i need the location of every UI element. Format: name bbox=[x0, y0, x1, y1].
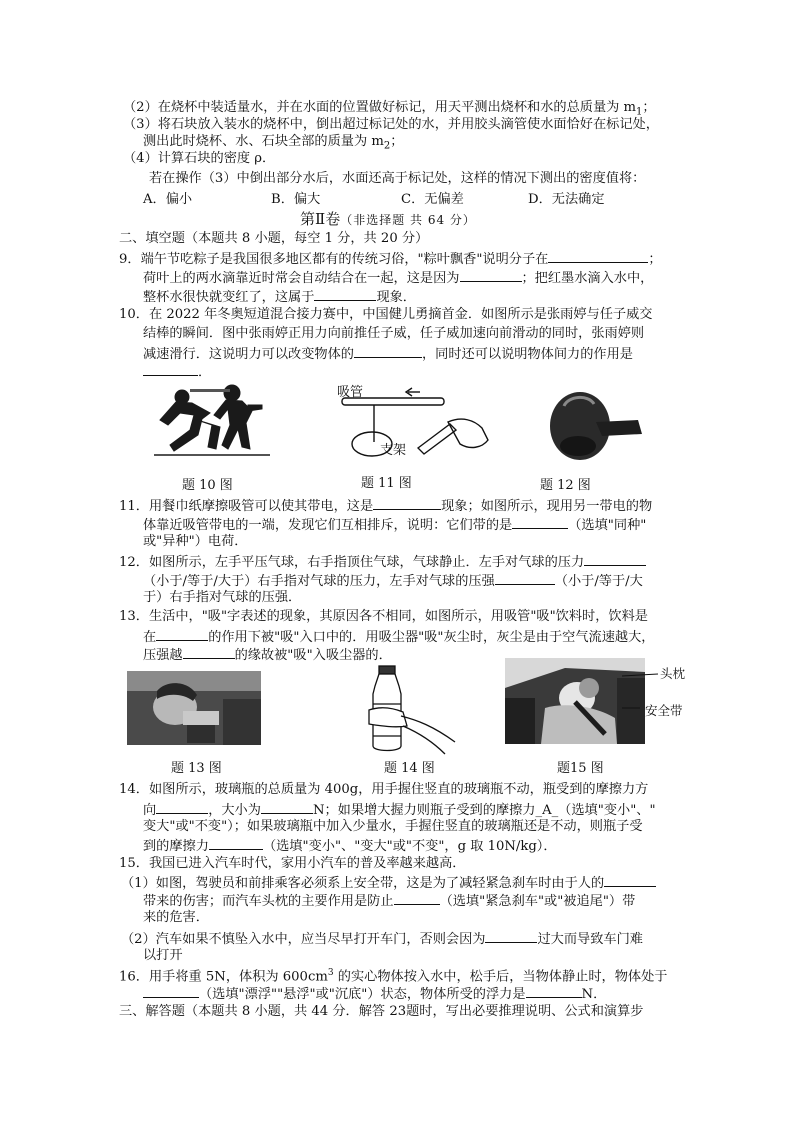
section-2-title: 二、填空题（本题共 8 小题，每空 1 分，共 20 分） bbox=[119, 231, 429, 246]
text-line: 若在操作（3）中倒出部分水后，水面还高于标记处，这样的情况下测出的密度值将： bbox=[149, 171, 646, 186]
option-b: B．偏大 bbox=[271, 192, 321, 207]
q11-line: 体靠近吸管带电的一端，发现它们互相排斥，说明：它们带的是 （选填"同种" bbox=[143, 515, 646, 534]
q14-line: 14．如图所示，玻璃瓶的总质量为 400g，用手握住竖直的玻璃瓶不动，瓶受到的摩擦力方 bbox=[119, 782, 649, 797]
q13-line: 在 的作用下被"吸"入口中的．用吸尘器"吸"灰尘时，灰尘是由于空气流速越大， bbox=[143, 627, 654, 646]
option-a: A．偏小 bbox=[143, 192, 193, 207]
text-line: 测出此时烧杯、水、石块全部的质量为 $m_2$； bbox=[143, 134, 404, 152]
caption-fig13: 题 13 图 bbox=[171, 761, 222, 776]
text-line: （2）在烧杯中装适量水，并在水面的位置做好标记，用天平测出烧杯和水的总质量为 $m_1$； bbox=[123, 100, 656, 118]
q10-line: 10．在 2022 年冬奥短道混合接力赛中，中国健儿勇摘首金．如图所示是张雨婷与任子威交 bbox=[119, 307, 653, 322]
q9-line: 整杯水很快就变红了，这属于 现象． bbox=[143, 287, 416, 306]
q15-line: 带来的伤害；而汽车头枕的主要作用是防止 （选填"紧急刹车"或"被追尾"）带 bbox=[143, 891, 635, 910]
q14-line: 变大"或"不变"）；如果玻璃瓶中加入少量水，手握住竖直的玻璃瓶还是不动，则瓶子受 bbox=[143, 819, 643, 834]
option-c: C．无偏差 bbox=[401, 192, 464, 207]
q11-line: 11．用餐巾纸摩擦吸管可以使其带电，这是 现象；如图所示，现用另一带电的物 bbox=[119, 496, 652, 515]
bottle-hand-figure bbox=[345, 664, 465, 756]
q11-line: 或"异种"）电荷． bbox=[143, 534, 248, 549]
q12-line: 12．如图所示，左手平压气球，右手指顶住气球，气球静止．左手对气球的压力 bbox=[119, 552, 646, 571]
q15-line: 来的危害． bbox=[143, 910, 209, 925]
skaters-figure bbox=[150, 375, 275, 460]
caption-fig15: 题15 图 bbox=[557, 761, 604, 776]
q16-line: 16．用手将重 5N，体积为 $600cm^3$ 的实心物体按入水中，松手后，当物体静止时，物体处于 bbox=[119, 968, 668, 985]
q15-line: 以打开 bbox=[143, 948, 183, 963]
q14-line: 向 ，大小为 N；如果增大握力则瓶子受到的摩擦力_A_（选填"变小"、" bbox=[143, 800, 656, 819]
caption-fig12: 题 12 图 bbox=[540, 478, 591, 493]
text-line: （3）将石块放入装水的烧杯中，倒出超过标记处的水，并用胶头滴管使水面恰好在标记处， bbox=[123, 117, 659, 132]
q10-line: 减速滑行．这说明力可以改变物体的 ，同时还可以说明物体间力的作用是 bbox=[143, 344, 633, 363]
section-3-title: 三、解答题（本题共 8 小题，共 44 分．解答 23题时，写出必要推理说明、公式和演算步 bbox=[119, 1004, 644, 1019]
q15-line: 15．我国已进入汽车时代，家用小汽车的普及率越来越高． bbox=[119, 856, 466, 871]
headrest-label: 头枕 bbox=[660, 666, 686, 681]
q12-line: 于）右手指对气球的压强． bbox=[143, 590, 302, 605]
part2-heading: 第Ⅱ卷（非选择题 共 64 分） bbox=[300, 210, 476, 228]
balloon-figure bbox=[538, 386, 648, 466]
q12-line: （小于/等于/大于）右手指对气球的压力，左手对气球的压强 （小于/等于/大 bbox=[143, 571, 643, 590]
q13-line: 13．生活中，"吸"字表述的现象，其原因各不相同，如图所示，用吸管"吸"饮料时，饮料是 bbox=[119, 609, 648, 624]
q13-line: 压强越 的缘故被"吸"入吸尘器的． bbox=[143, 645, 392, 664]
seatbelt-label: 安全带 bbox=[645, 703, 683, 718]
q10-line: ． bbox=[143, 362, 211, 381]
option-d: D．无法确定 bbox=[528, 192, 605, 207]
q10-line: 结棒的瞬间．图中张雨婷正用力向前推任子威，任子威加速向前滑动的同时，张雨婷则 bbox=[143, 326, 645, 341]
caption-fig14: 题 14 图 bbox=[384, 761, 435, 776]
caption-fig11: 题 11 图 bbox=[361, 476, 412, 491]
q15-line: （1）如图，驾驶员和前排乘客必须系上安全带，这是为了减轻紧急刹车时由于人的 bbox=[121, 873, 656, 892]
q15-line: （2）汽车如果不慎坠入水中，应当尽早打开车门，否则会因为 过大而导致车门难 bbox=[121, 929, 643, 948]
q14-line: 到的摩擦力 （选填"变小"、"变大"或"不变"，g 取 10N/kg）． bbox=[143, 836, 557, 855]
straw-label: 吸管 bbox=[337, 385, 364, 400]
text-line: （4）计算石块的密度 ρ． bbox=[123, 151, 276, 166]
q16-line: （选填"漂浮""悬浮"或"沉底"）状态，物体所受的浮力是 N． bbox=[143, 984, 606, 1003]
q9-line: 荷叶上的两水滴靠近时常会自动结合在一起，这是因为 ；把红墨水滴入水中， bbox=[143, 268, 653, 287]
caption-fig10: 题 10 图 bbox=[182, 478, 233, 493]
stand-label: 支架 bbox=[380, 443, 407, 458]
q9-line: 9．端午节吃粽子是我国很多地区都有的传统习俗，"粽叶飘香"说明分子在 ； bbox=[119, 249, 662, 268]
drinking-photo bbox=[127, 671, 261, 745]
